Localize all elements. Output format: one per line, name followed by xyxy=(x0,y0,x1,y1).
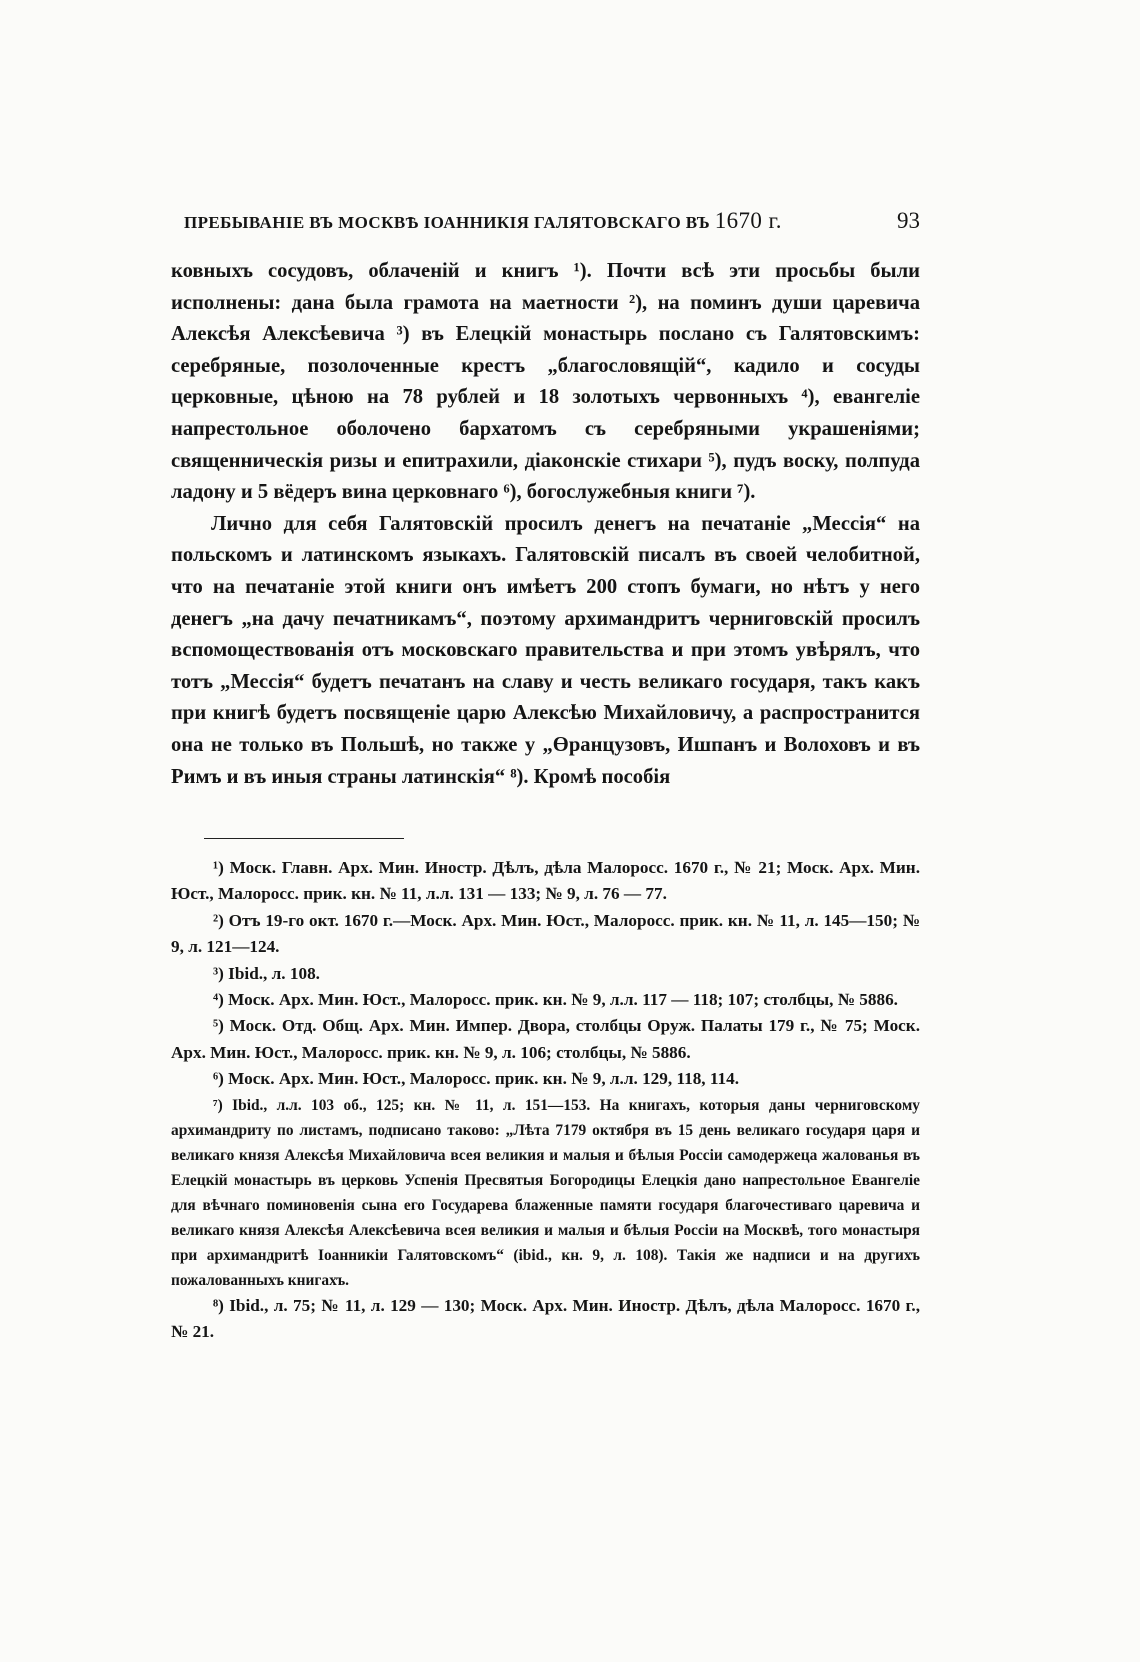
footnote-4: ⁴) Моск. Арх. Мин. Юст., Малоросс. прик. кн. № 9, л.л. 117 — 118; 107; столбцы, № 5886. xyxy=(213,990,898,1010)
footnote-3: ³) Ibid., л. 108. xyxy=(213,963,320,983)
running-title xyxy=(184,208,782,234)
page-number: 93 xyxy=(897,208,920,233)
footnote-7: ⁷) Ibid., л.л. 103 об., 125; кн. № 11, л. 151—153. На книгахъ, которыя даны черниговскому архимандриту по листамъ, подписано таково: „Лѣта 7179 октября въ 15 день великаго государя царя и великаго князя Алексѣя Михайловича всея великия и малыя и бѣлыя Россіи самодержеца жалованья въ Елецкій монастырь въ церковь Успенія Пресвятыя Богородицы Елецкія дано напрестольное Евангеліе для вѣчнаго поминовенія сына его Государева блаженные памяти государя благочестиваго царевича и великаго князя Алексѣя Алексѣевича всея великия и малыя и бѣлыя Россіи на Москвѣ, того монастыря при архимандритѣ Іоанникіи Галятовскомъ“ (ibid., кн. 9, л. 108). Такія же надписи и на другихъ пожалованныхъ книгахъ. xyxy=(171,1096,920,1289)
footnotes xyxy=(171,855,920,1345)
footnote-5: ⁵) Моск. Отд. Общ. Арх. Мин. Импер. Двора, столбцы Оруж. Палаты 179 г., № 75; Моск. Арх. Мин. Юст., Малоросс. прик. кн. № 9, л. 106; столбцы, № 5886. xyxy=(171,1016,920,1062)
running-title-year: 1670 г. xyxy=(714,208,782,233)
footnote-1: ¹) Моск. Главн. Арх. Мин. Иностр. Дѣлъ, дѣла Малоросс. 1670 г., № 21; Моск. Арх. Мин. Юст., Малоросс. прик. кн. № 11, л.л. 131 — 133; № 9, л. 76 — 77. xyxy=(171,858,920,904)
main-text xyxy=(171,256,920,793)
footnote-8: ⁸) Ibid., л. 75; № 11, л. 129 — 130; Моск. Арх. Мин. Иностр. Дѣлъ, дѣла Малоросс. 1670 г., № 21. xyxy=(171,1295,920,1342)
paragraph: ковныхъ сосудовъ, облаченій и книгъ ¹). Почти всѣ эти просьбы были исполнены: дана была грамота на маетности ²), на поминъ души царевича Алексѣя Алексѣевича ³) въ Елецкій монастырь послано съ Галятовскимъ: серебряные, позолоченные крестъ „благословящій“, кадило и сосуды церковные, цѣною на 78 рублей и 18 золотыхъ червонныхъ ⁴), евангеліе напрестольное оболочено бархатомъ съ серебряными украшеніями; священническія ризы и епитрахили, діаконскіе стихари ⁵), пудъ воску, полпуда ладону и 5 вёдеръ вина церковнаго ⁶), богослужебныя книги ⁷). xyxy=(171,260,920,504)
running-header xyxy=(184,208,920,240)
footnote-separator xyxy=(204,838,404,839)
running-title-text: ПРЕБЫВАНІЕ ВЪ МОСКВѢ ІОАННИКІЯ ГАЛЯТОВСКАГО ВЪ xyxy=(184,213,711,232)
footnote-2: ²) Отъ 19-го окт. 1670 г.—Моск. Арх. Мин. Юст., Малоросс. прик. кн. № 11, л. 145—150; № 9, л. 121—124. xyxy=(171,910,920,957)
footnote-6: ⁶) Моск. Арх. Мин. Юст., Малоросс. прик. кн. № 9, л.л. 129, 118, 114. xyxy=(213,1069,740,1089)
paragraph: Лично для себя Галятовскій просилъ денегъ на печатаніе „Мессія“ на польскомъ и латинскомъ языкахъ. Галятовскій писалъ въ своей челобитной, что на печатаніе этой книги онъ имѣетъ 200 стопъ бумаги, но нѣтъ у него денегъ „на дачу печатникамъ“, поэтому архимандритъ черниговскій просилъ вспомоществованія отъ московскаго правительства и при этомъ увѣрялъ, что тотъ „Мессія“ будетъ печатанъ на славу и честь великаго государя, такъ какъ при книгѣ будетъ посвященіе царю Алексѣю Михайловичу, а распространится она не только въ Польшѣ, но также у „Өранцузовъ, Ишпанъ и Волоховъ и въ Римъ и въ иныя страны латинскія“ ⁸). Кромѣ пособія xyxy=(171,512,920,788)
